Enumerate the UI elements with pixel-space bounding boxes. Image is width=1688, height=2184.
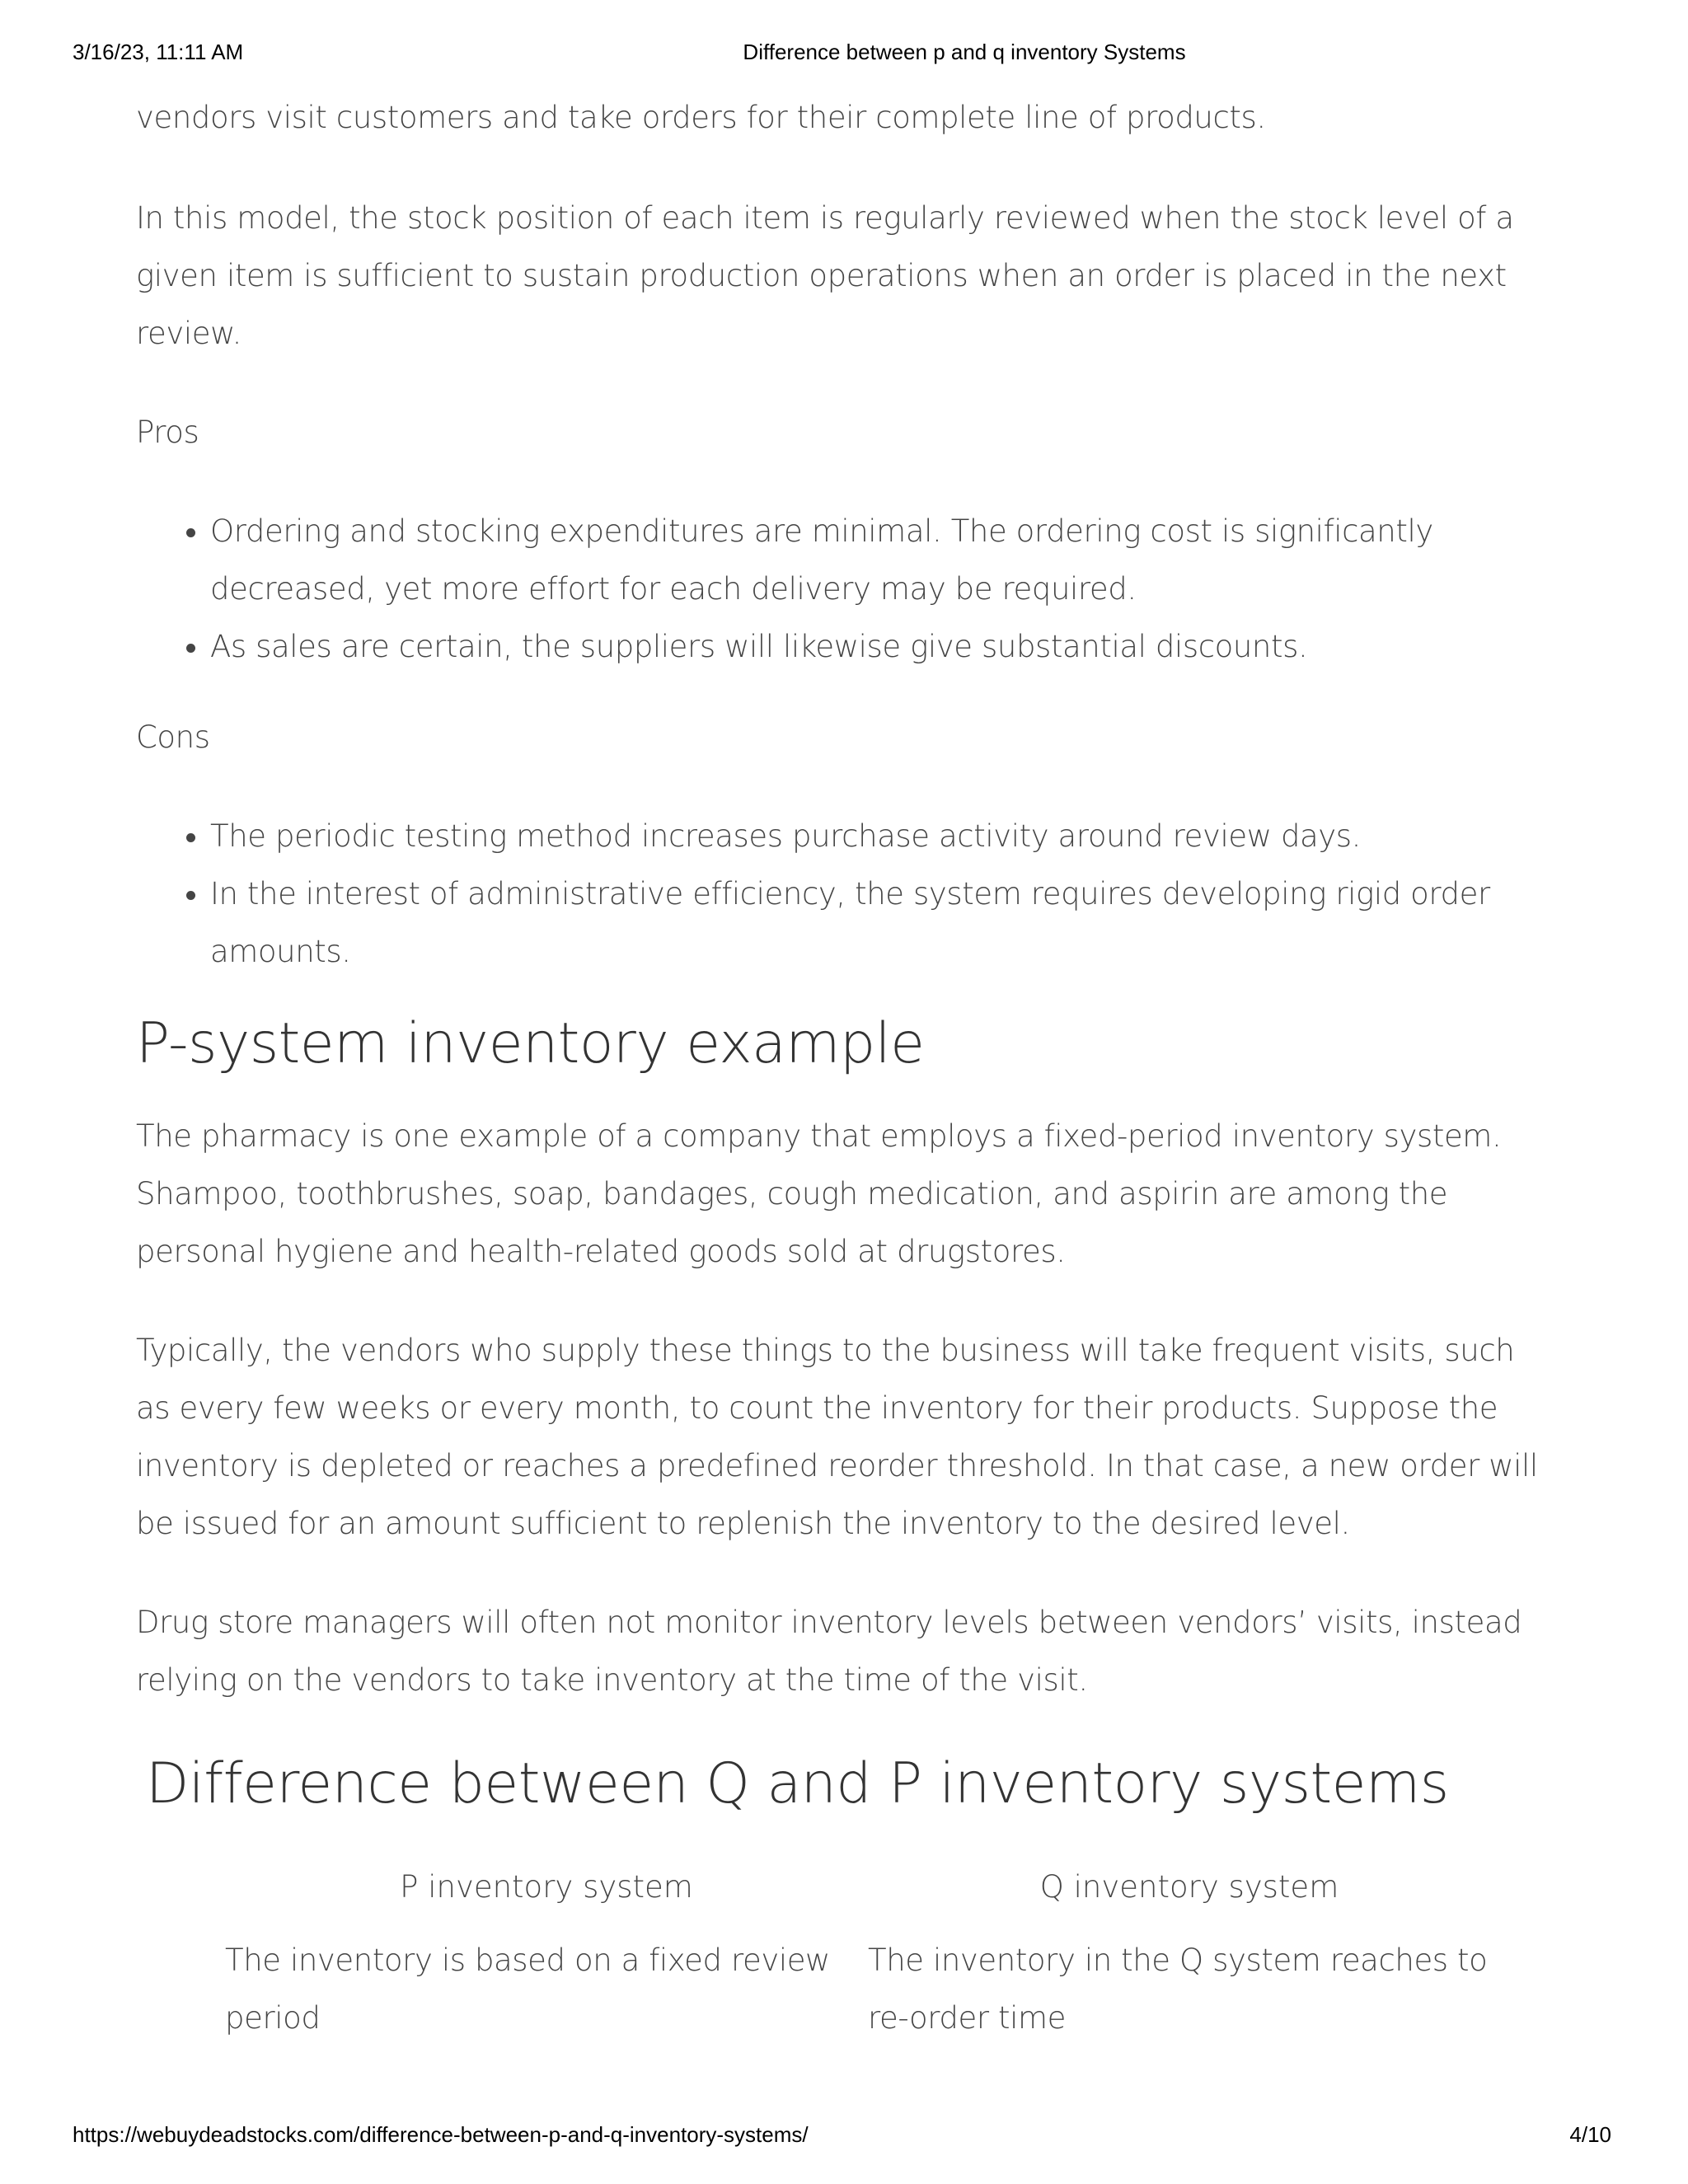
pros-label: Pros [136,415,199,450]
list-item: • As sales are certain, the suppliers will likewise give substantial discounts. [210,618,1554,676]
print-title: Difference between p and q inventory Systems [743,40,1186,64]
comparison-table [225,1863,1511,2047]
print-date: 3/16/23, 11:11 AM [73,40,244,64]
paragraph-example-1: The pharmacy is one example of a company that employs a fixed-period inventory system. Shampoo, toothbrushes, soap, bandages, cough medication, and aspirin are among the personal hygiene and health-related goods sold at drugstores. [136,1118,1502,1269]
table-row [225,1932,1511,2047]
print-url: https://webuydeadstocks.com/difference-between-p-and-q-inventory-systems/ [73,2122,809,2147]
paragraph-model: In this model, the stock position of each item is regularly reviewed when the stock level of a given item is sufficient to sustain production operations when an order is placed in the next review. [136,200,1514,351]
page-number: 4/10 [1569,2122,1611,2147]
table-cell: The inventory is based on a fixed review period [225,1943,830,2036]
paragraph-example-2: Typically, the vendors who supply these things to the business will take frequent visits, such as every few weeks or every month, to count the inventory for their products. Suppose the inventory is depleted or reaches a predefined reorder threshold. In that case, a new order will be issued for an amount sufficient to replenish the inventory to the desired level. [136,1333,1538,1541]
pros-list [136,503,1554,676]
list-item: • Ordering and stocking expenditures are minimal. The ordering cost is significantly decreased, yet more effort for each delivery may be required. [210,503,1554,618]
table-cell: The inventory in the Q system reaches to re-order time [868,1943,1488,2036]
example-heading: P-system inventory example [136,1011,925,1076]
paragraph-example-3: Drug store managers will often not monitor inventory levels between vendors’ visits, instead relying on the vendors to take inventory at the time of the visit. [136,1605,1522,1698]
print-header [0,40,1688,73]
column-header-p: P inventory system [400,1869,693,1905]
column-header-q: Q inventory system [1039,1869,1339,1905]
difference-heading: Difference between Q and P inventory systems [146,1751,1449,1816]
list-item: • In the interest of administrative efficiency, the system requires developing rigid order amounts. [210,865,1554,981]
cons-label: Cons [136,719,210,755]
table-header-row [225,1863,1511,1932]
list-item: • The periodic testing method increases purchase activity around review days. [210,808,1554,865]
cons-list [136,808,1554,981]
article-content [136,89,1554,2047]
paragraph-intro: vendors visit customers and take orders for their complete line of products. [136,100,1266,135]
